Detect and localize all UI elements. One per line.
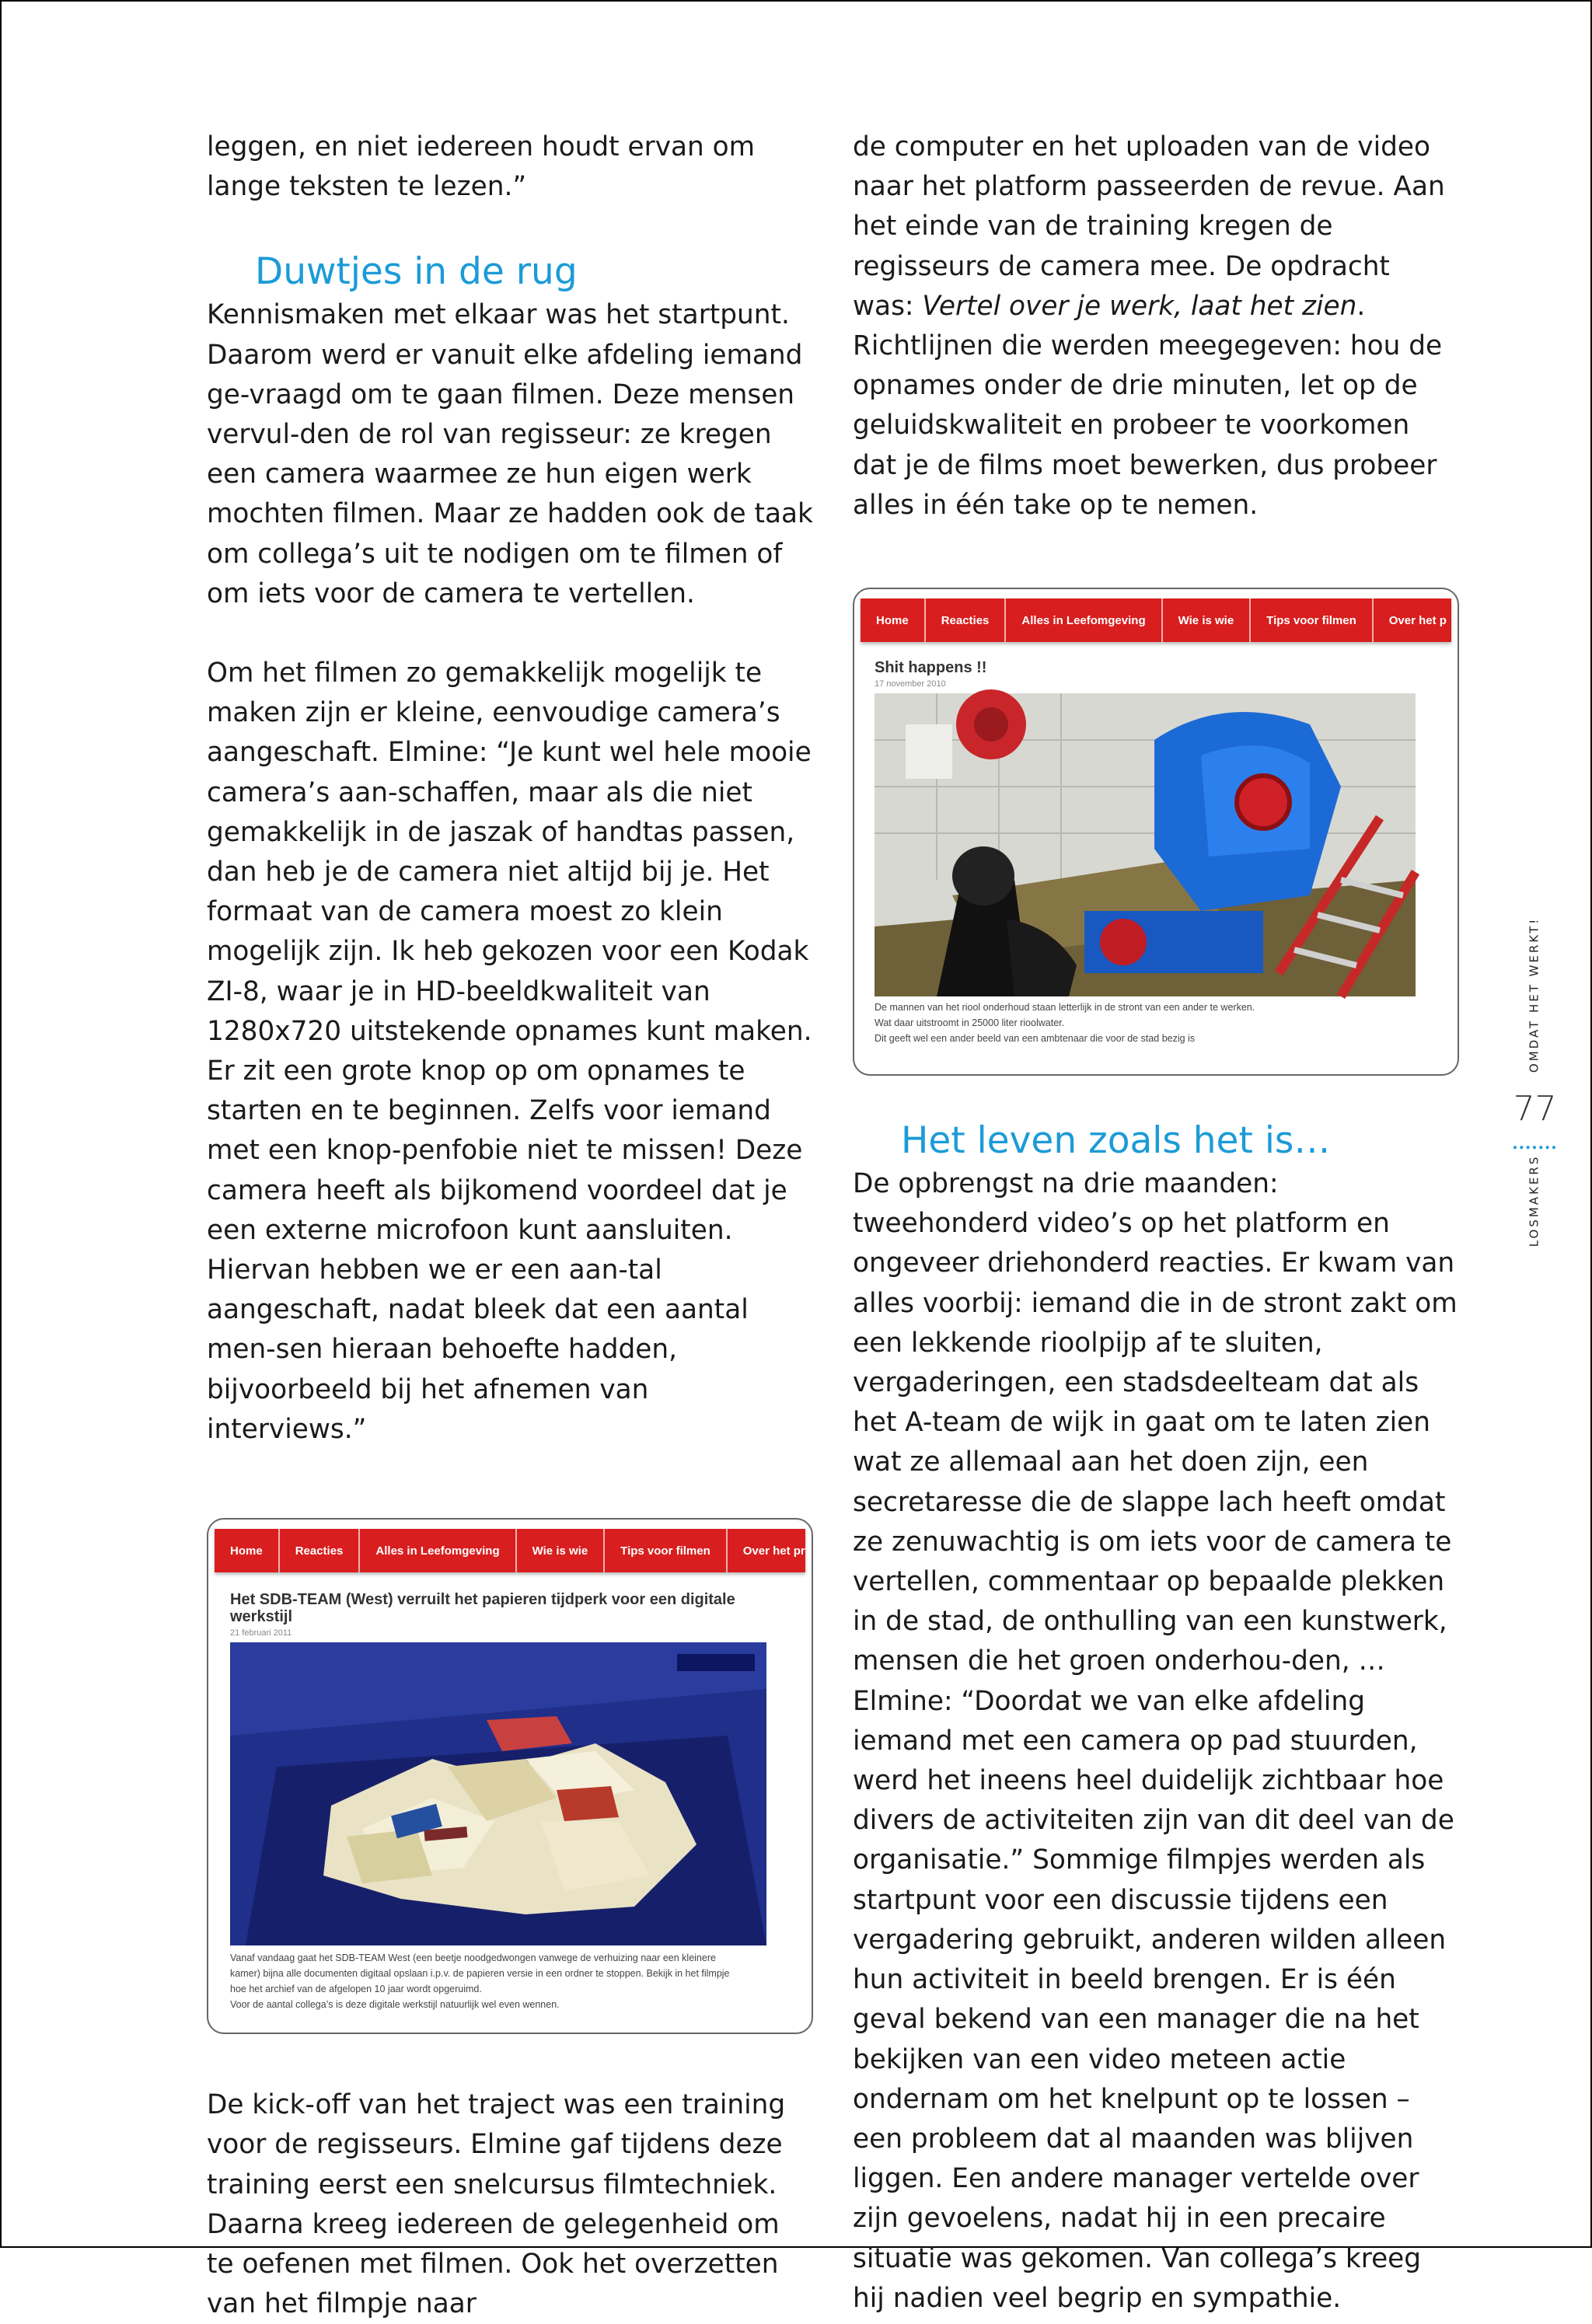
caption-line: Dit geeft wel een ander beeld van een ambtenaar die voor de stad bezig is xyxy=(875,1033,1196,1045)
italic-assignment: Vertel over je werk, laat het zien xyxy=(922,290,1357,322)
caption-line: Voor de aantal collega’s is deze digitale werkstijl natuurlijk wel even wennen. xyxy=(230,1999,560,2011)
nav-item: Wie is wie xyxy=(517,1529,606,1572)
nav-item: Over het pr xyxy=(742,1544,805,1558)
text-run: de computer en het uploaden van de video naar het platform passeerden de revue. Aan het einde van de training kregen de regisseurs de camera mee. De opdracht was: xyxy=(853,131,1445,322)
photo-paper-container xyxy=(230,1642,766,1945)
right-column xyxy=(853,127,1459,2319)
intro-paragraph: leggen, en niet iedereen houdt ervan om lange teksten te lezen.” xyxy=(207,131,756,203)
caption-line: hoe het archief van de afgelopen 10 jaar wordt opgeruimd. xyxy=(230,1984,482,1995)
heading-duwtjes: Duwtjes in de rug xyxy=(255,250,578,294)
photo-sewer-pump xyxy=(875,693,1416,996)
caption-line: kamer) bijna alle documenten digitaal opslaan i.p.v. de papieren versie in een ordner te stoppen. Bekijk in het filmpje xyxy=(230,1968,730,1980)
nav-item: Reacties xyxy=(926,598,1007,642)
nav-item: Over het p xyxy=(1388,613,1447,627)
website-nav-bar xyxy=(215,1529,805,1572)
screenshot-date: 21 februari 2011 xyxy=(230,1628,292,1638)
side-label-omdat: OMDAT HET WERKT! xyxy=(1527,916,1541,1073)
screenshot-caption xyxy=(875,1000,1437,1046)
paragraph-opbrengst: De opbrengst na drie maanden: tweehonderd video’s op het platform en ongeveer driehonderd reacties. Er kwam van alles voorbij: iemand die in de stront zakt om een lekkende rioolpijp af te sluiten, vergaderingen, een stadsdeelteam dat als het A-team de wijk in gaat om te laten zien wat ze allemaal aan het doen zijn, een secretaresse die de slappe lach heeft omdat ze zenuwachtig is om iets voor de camera te vertellen, commentaar op bepaalde plekken in de stad, de onthulling van een kunstwerk, mensen die het groen onderhou-den, … Elmine: “Doordat we van elke afdeling iemand met een camera op pad stuurden, werd het ineens heel duidelijk zichtbaar hoe divers de activiteiten zijn van dit deel van de organisatie.” Sommige filmpjes werden als startpunt voor een discussie tijdens een vergadering gebruikt, anderen wilden alleen hun activiteit in beeld brengen. Er is één geval bekend van een manager die na het bekijken van een video meteen actie ondernam om het knelpunt op te lossen – een probleem dat al maanden was blijven liggen. Een andere manager vertelde over zijn gevoelens, nadat hij in een precaire situatie was gekomen. Van collega’s kreeg hij nadien veel begrip en sympathie. xyxy=(853,1168,1458,2314)
nav-item: Alles in Leefomgeving xyxy=(1006,598,1162,642)
left-column xyxy=(207,127,813,2324)
side-running-header xyxy=(1513,916,1556,1247)
screenshot-sdb-team xyxy=(207,1518,813,2034)
paragraph-kickoff: De kick-off van het traject was een training voor de regisseurs. Elmine gaf tijdens deze training eerst een snelcursus filmtechniek. Daarna kreeg iedereen de gelegenheid om te oefenen met filmen. Ook het overzetten van het filmpje naar xyxy=(207,2089,786,2320)
caption-line: Wat daar uitstroomt in 25000 liter rioolwater. xyxy=(875,1017,1065,1029)
paragraph-kennismaken: Kennismaken met elkaar was het startpunt. Daarom werd er vanuit elke afdeling iemand ge-vraagd om te gaan filmen. Deze mensen vervul-den de rol van regisseur: ze kregen een camera waarmee ze hun eigen werk mochten filmen. Maar ze hadden ook de taak om collega’s uit te nodigen om te filmen of om iets voor de camera te vertellen. xyxy=(207,299,813,609)
text-run: . Richtlijnen die werden meegegeven: hou de opnames onder de drie minuten, let op de geluidskwaliteit en probeer te voorkomen dat je de films moet bewerken, dus probeer alles in één take op te nemen. xyxy=(853,290,1443,521)
nav-item: Home xyxy=(215,1529,280,1572)
screenshot-title: Shit happens !! xyxy=(875,659,987,677)
caption-line: Vanaf vandaag gaat het SDB-TEAM West (een beetje noodgedwongen vanwege de verhuizing naar een kleinere xyxy=(230,1952,716,1964)
screenshot-date: 17 november 2010 xyxy=(875,679,946,689)
heading-het-leven: Het leven zoals het is… xyxy=(901,1119,1331,1163)
nav-item: Tips voor filmen xyxy=(605,1529,728,1572)
screenshot-caption xyxy=(230,1950,790,2012)
screenshot-title: Het SDB-TEAM (West) verruilt het papieren tijdperk voor een digitale werkstijl xyxy=(230,1591,735,1626)
nav-item: Tips voor filmen xyxy=(1251,598,1374,642)
nav-item: Home xyxy=(861,598,926,642)
page-number: 77 xyxy=(1513,1088,1556,1129)
website-nav-bar xyxy=(861,598,1451,642)
screenshot-shit-happens xyxy=(853,588,1459,1076)
side-label-losmakers: LOSMAKERS xyxy=(1527,1154,1541,1247)
dotted-divider xyxy=(1513,1143,1555,1149)
nav-item: Reacties xyxy=(280,1529,361,1572)
caption-line: De mannen van het riool onderhoud staan letterlijk in de stront van een ander te werken. xyxy=(875,1002,1255,1014)
paragraph-camera: Om het filmen zo gemakkelijk mogelijk te maken zijn er kleine, eenvoudige camera’s aangeschaft. Elmine: “Je kunt wel hele mooie camera’s aan-schaffen, maar als die niet gemakkelijk in de jaszak of handtas passen, dan heb je de camera niet altijd bij je. Het formaat van de camera moest zo klein mogelijk zijn. Ik heb gekozen voor een Kodak ZI-8, waar je in HD-beeldkwaliteit van 1280x720 uitstekende opnames kunt maken. Er zit een grote knop op om opnames te starten en te beginnen. Zelfs voor iemand met een knop-penfobie niet te missen! Deze camera heeft als bijkomend voordeel dat je een externe microfoon kunt aansluiten. Hiervan hebben we er een aan-tal aangeschaft, nadat bleek dat een aantal men-sen hieraan behoefte hadden, bijvoorbeeld bij het afnemen van interviews.” xyxy=(207,658,812,1445)
nav-item: Alles in Leefomgeving xyxy=(360,1529,516,1572)
paragraph-training xyxy=(853,127,1459,525)
nav-item: Wie is wie xyxy=(1163,598,1252,642)
side-text xyxy=(1513,917,1555,1247)
